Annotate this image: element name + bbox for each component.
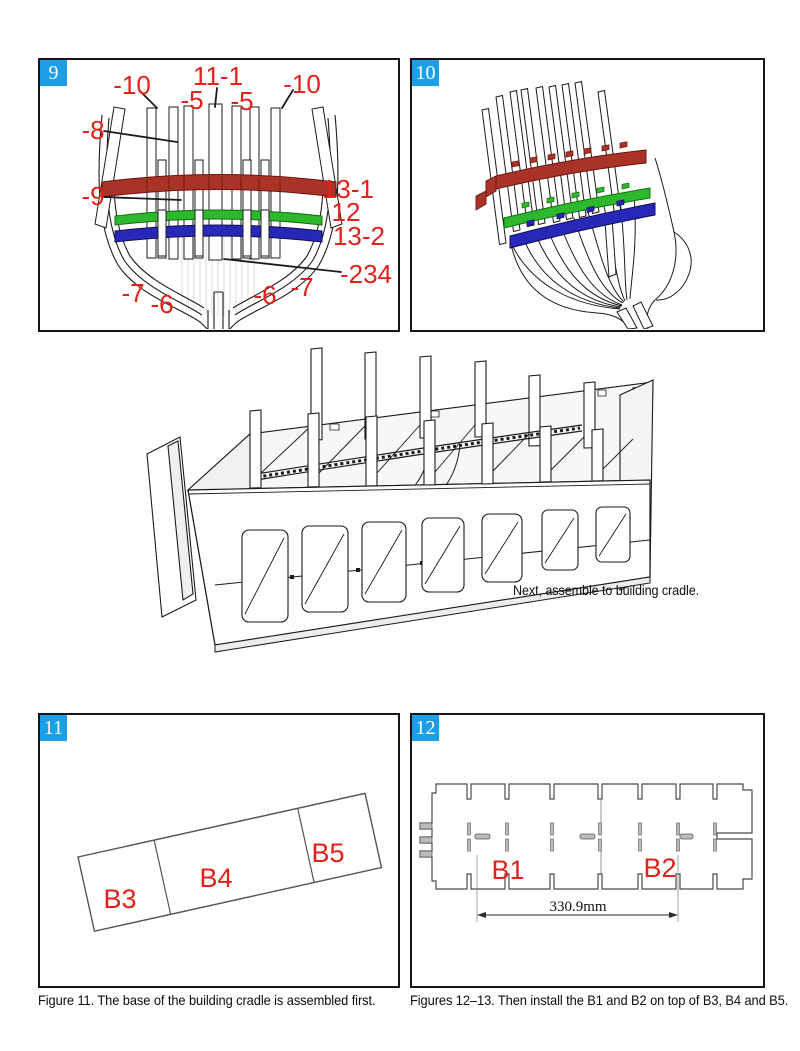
- label-12: 12: [331, 197, 361, 227]
- figure-12-panel: [410, 713, 765, 988]
- figures-12-13-caption: Figures 12–13. Then install the B1 and B2 on top of B3, B4 and B5.: [410, 992, 789, 1008]
- cradle-note-text: Next, assemble to building cradle.: [513, 582, 700, 598]
- building-cradle-illustration: [130, 342, 705, 672]
- label-13-2: 13-2: [332, 221, 386, 251]
- cradle-top-parts-drawing: [412, 715, 762, 985]
- building-cradle-svg: [130, 342, 705, 672]
- label-minus-234: -234: [339, 259, 393, 289]
- label-minus-7-left: -7: [121, 278, 145, 308]
- label-b5: B5: [311, 838, 345, 868]
- left-end-plates: [147, 437, 196, 617]
- label-minus-9: -9: [81, 181, 105, 211]
- dim-arrow-right: [669, 912, 678, 918]
- dimension-text: 330.9mm: [549, 899, 607, 915]
- figure-12-badge: 12: [412, 715, 439, 741]
- label-b4: B4: [199, 863, 233, 893]
- figure-9-badge: 9: [40, 60, 67, 86]
- iso-red-band-steps: [476, 176, 496, 210]
- label-minus-6-right: -6: [253, 280, 277, 310]
- figure-11-panel: [38, 713, 400, 988]
- label-minus-5-left: -5: [180, 85, 204, 115]
- label-minus-8: -8: [81, 115, 105, 145]
- label-13-1: 13-1: [321, 174, 375, 204]
- figure-10-panel: [410, 58, 765, 332]
- label-11-1: 11-1: [192, 61, 244, 91]
- figure-11-caption: Figure 11. The base of the building cradle is assembled first.: [38, 992, 376, 1008]
- label-minus-10-right: -10: [283, 69, 321, 99]
- bow-frames-front-view-drawing: [40, 60, 397, 329]
- bow-frames-isometric-drawing: [412, 60, 762, 329]
- label-b1: B1: [491, 855, 525, 885]
- dim-arrow-left: [477, 912, 486, 918]
- label-b3: B3: [103, 884, 137, 914]
- figure-9-panel: [38, 58, 400, 332]
- cradle-base-parts-drawing: [40, 715, 397, 985]
- label-minus-5-right: -5: [230, 86, 254, 116]
- label-b2: B2: [643, 853, 677, 883]
- sternpost-and-stem: [605, 218, 653, 329]
- figure-11-badge: 11: [40, 715, 67, 741]
- left-edge-tabs: [420, 823, 432, 857]
- figure-10-badge: 10: [412, 60, 439, 86]
- label-minus-6-left: -6: [150, 289, 174, 319]
- label-minus-10-left: -10: [113, 70, 151, 100]
- label-minus-7-right: -7: [290, 272, 314, 302]
